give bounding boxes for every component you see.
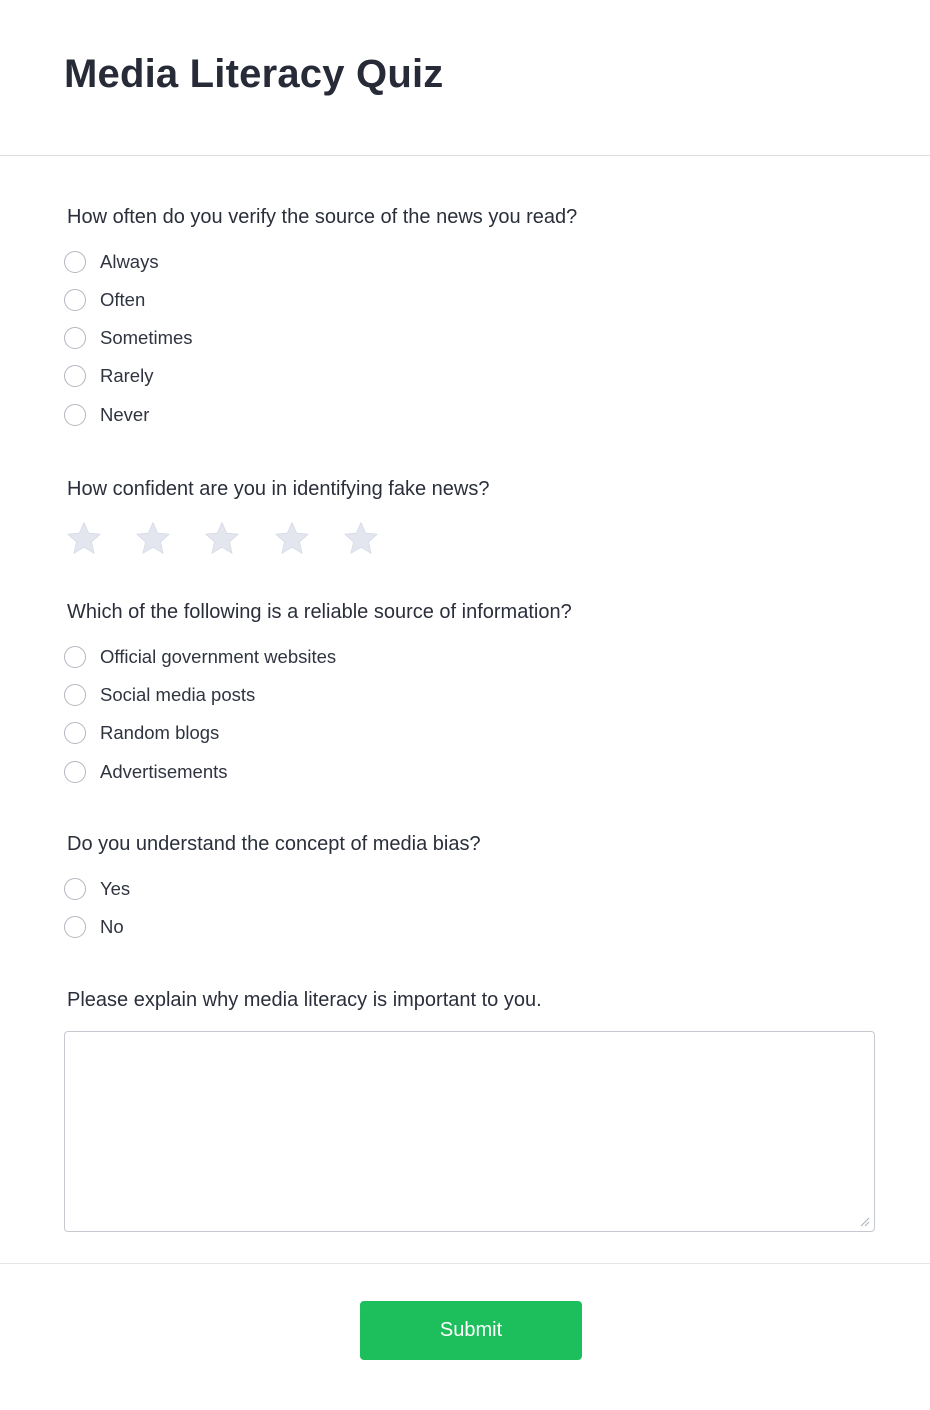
star-icon[interactable] — [341, 519, 381, 559]
option-label: Advertisements — [100, 761, 228, 782]
option-always[interactable] — [64, 249, 159, 275]
option-sometimes[interactable] — [64, 325, 193, 351]
option-advertisements[interactable] — [64, 759, 228, 785]
radio-button[interactable] — [64, 251, 86, 273]
page-title: Media Literacy Quiz — [64, 52, 444, 96]
option-label: Social media posts — [100, 684, 256, 705]
question-label: Which of the following is a reliable source of information? — [67, 601, 572, 623]
radio-button[interactable] — [64, 684, 86, 706]
option-label: Never — [100, 404, 150, 425]
option-never[interactable] — [64, 402, 149, 428]
option-random-blogs[interactable] — [64, 720, 219, 746]
question-label: How confident are you in identifying fake news? — [67, 478, 490, 500]
option-label: Sometimes — [100, 327, 193, 348]
star-icon[interactable] — [64, 519, 104, 559]
question-label: Please explain why media literacy is important to you. — [67, 989, 542, 1011]
option-often[interactable] — [64, 287, 145, 313]
option-label: Rarely — [100, 365, 154, 386]
option-label: Random blogs — [100, 722, 220, 743]
option-social-media-posts[interactable] — [64, 682, 255, 708]
page-header — [0, 0, 930, 156]
radio-button[interactable] — [64, 365, 86, 387]
star-icon[interactable] — [272, 519, 312, 559]
option-yes[interactable] — [64, 876, 130, 902]
option-label: No — [100, 916, 124, 937]
radio-button[interactable] — [64, 404, 86, 426]
resize-grip-icon[interactable] — [858, 1214, 870, 1226]
question-label: Do you understand the concept of media bias? — [67, 833, 481, 855]
radio-button[interactable] — [64, 916, 86, 938]
star-icon[interactable] — [202, 519, 242, 559]
question-label: How often do you verify the source of the news you read? — [67, 206, 578, 228]
radio-button[interactable] — [64, 646, 86, 668]
radio-button[interactable] — [64, 878, 86, 900]
radio-button[interactable] — [64, 289, 86, 311]
radio-button[interactable] — [64, 761, 86, 783]
option-label: Often — [100, 289, 146, 310]
explanation-textarea[interactable] — [64, 1031, 875, 1232]
option-label: Always — [100, 251, 159, 272]
star-icon[interactable] — [133, 519, 173, 559]
option-no[interactable] — [64, 914, 124, 940]
option-label: Yes — [100, 878, 131, 899]
option-label: Official government websites — [100, 646, 337, 667]
submit-button[interactable]: Submit — [360, 1301, 582, 1360]
option-rarely[interactable] — [64, 363, 153, 389]
radio-button[interactable] — [64, 327, 86, 349]
option-official-government-websites[interactable] — [64, 644, 336, 670]
radio-button[interactable] — [64, 722, 86, 744]
